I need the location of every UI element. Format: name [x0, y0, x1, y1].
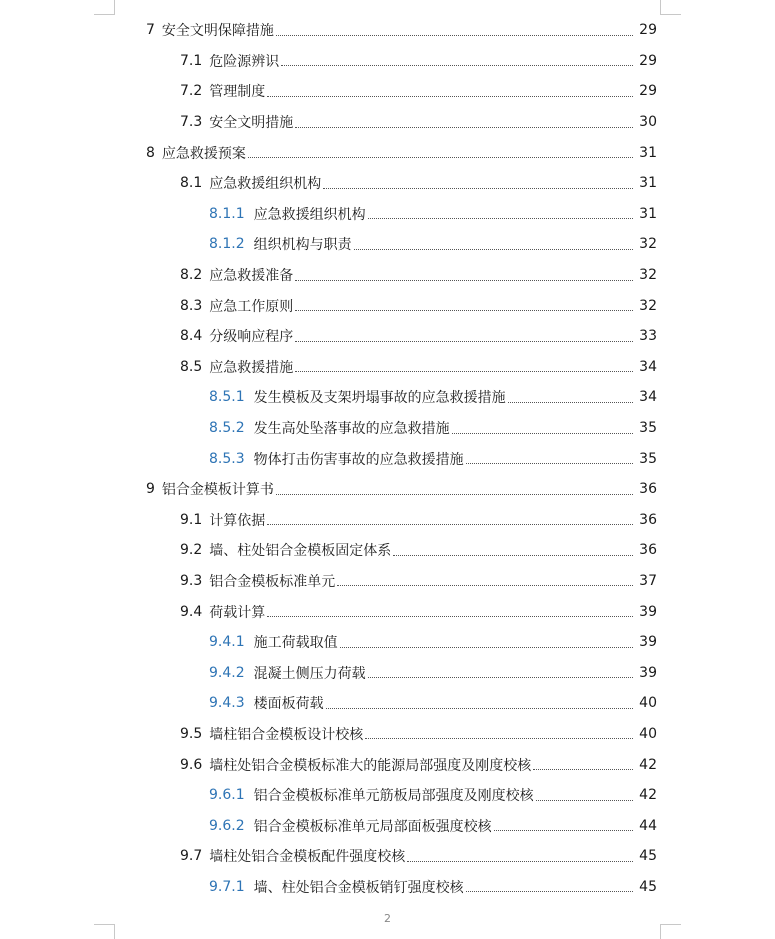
- toc-dot-leader: [248, 157, 633, 158]
- toc-dot-leader: [281, 65, 633, 66]
- toc-entry-page: 42: [639, 787, 657, 804]
- toc-dot-leader: [536, 800, 633, 801]
- toc-entry-number: 7.1: [180, 52, 203, 69]
- toc-dot-leader: [295, 280, 633, 281]
- toc-dot-leader: [295, 371, 633, 372]
- toc-entry-number: 7.2: [180, 83, 203, 100]
- toc-entry-number: 9.5: [180, 725, 203, 742]
- toc-dot-leader: [466, 891, 633, 892]
- toc-entry[interactable]: [0, 657, 775, 688]
- toc-entry-page: 29: [639, 83, 657, 100]
- toc-entry[interactable]: [0, 321, 775, 352]
- toc-entry[interactable]: [0, 229, 775, 260]
- toc-entry-title: 应急救援预案: [161, 145, 246, 162]
- toc-entry[interactable]: [0, 535, 775, 566]
- toc-entry-page: 35: [639, 420, 657, 437]
- toc-entry[interactable]: [0, 505, 775, 536]
- toc-entry-title: 管理制度: [209, 84, 266, 101]
- toc-entry-page: 37: [639, 572, 657, 589]
- toc-entry-page: 33: [639, 328, 657, 345]
- toc-entry[interactable]: [0, 474, 775, 505]
- toc-entry-title: 应急救援措施: [209, 359, 294, 376]
- toc-entry-number: 8.5.2: [209, 420, 245, 437]
- toc-entry-number: 9.3: [180, 572, 203, 589]
- toc-entry[interactable]: [0, 413, 775, 444]
- toc-entry-page: 29: [639, 52, 657, 69]
- toc-entry-page: 45: [639, 878, 657, 895]
- toc-entry[interactable]: [0, 566, 775, 597]
- crop-mark-top-left: [94, 0, 115, 15]
- toc-entry[interactable]: [0, 443, 775, 474]
- toc-entry-page: 31: [639, 205, 657, 222]
- toc-entry[interactable]: [0, 719, 775, 750]
- toc-entry-number: 9.7.1: [209, 878, 245, 895]
- toc-entry-title: 施工荷载取值: [253, 635, 338, 652]
- toc-dot-leader: [508, 402, 633, 403]
- toc-entry-page: 32: [639, 267, 657, 284]
- toc-entry-number: 9.6.1: [209, 787, 245, 804]
- toc-entry-number: 9.6.2: [209, 817, 245, 834]
- toc-entry-title: 发生模板及支架坍塌事故的应急救援措施: [253, 390, 506, 407]
- toc-entry-title: 计算依据: [209, 512, 266, 529]
- toc-entry-page: 40: [639, 725, 657, 742]
- toc-entry-title: 墙、柱处铝合金模板销钉强度校核: [253, 879, 464, 896]
- toc-entry[interactable]: [0, 749, 775, 780]
- toc-entry-title: 应急救援组织机构: [253, 206, 366, 223]
- page-number: 2: [384, 912, 391, 925]
- toc-dot-leader: [337, 585, 633, 586]
- toc-entry-page: 45: [639, 848, 657, 865]
- toc-entry[interactable]: [0, 596, 775, 627]
- toc-entry[interactable]: [0, 872, 775, 903]
- toc-entry-number: 8.5.3: [209, 450, 245, 467]
- toc-entry-number: 9.6: [180, 756, 203, 773]
- toc-entry-number: 8.1.1: [209, 205, 245, 222]
- toc-entry-number: 8.5.1: [209, 389, 245, 406]
- toc-entry[interactable]: [0, 688, 775, 719]
- toc-entry-number: 9: [146, 481, 155, 498]
- toc-dot-leader: [295, 341, 633, 342]
- toc-entry-page: 36: [639, 481, 657, 498]
- toc-dot-leader: [407, 861, 633, 862]
- toc-dot-leader: [393, 555, 633, 556]
- toc-entry-title: 应急工作原则: [209, 298, 294, 315]
- toc-entry-page: 34: [639, 389, 657, 406]
- toc-dot-leader: [267, 524, 633, 525]
- toc-entry-number: 9.2: [180, 542, 203, 559]
- toc-entry-title: 荷载计算: [209, 604, 266, 621]
- toc-entry-number: 9.4.3: [209, 695, 245, 712]
- toc-entry-number: 8.2: [180, 267, 203, 284]
- toc-entry[interactable]: [0, 199, 775, 230]
- crop-mark-bottom-left: [94, 924, 115, 939]
- toc-entry-number: 9.4.2: [209, 664, 245, 681]
- toc-entry[interactable]: [0, 780, 775, 811]
- toc-entry-page: 31: [639, 175, 657, 192]
- toc-entry-title: 楼面板荷载: [253, 696, 324, 713]
- toc-entry-title: 安全文明措施: [209, 115, 294, 132]
- toc-entry[interactable]: [0, 46, 775, 77]
- toc-entry-page: 39: [639, 664, 657, 681]
- toc-entry[interactable]: [0, 352, 775, 383]
- toc-dot-leader: [340, 647, 633, 648]
- toc-entry-number: 7.3: [180, 114, 203, 131]
- toc-dot-leader: [368, 677, 633, 678]
- toc-entry-page: 39: [639, 634, 657, 651]
- toc-entry-number: 8.1: [180, 175, 203, 192]
- toc-dot-leader: [368, 218, 633, 219]
- toc-entry-title: 铝合金模板标准单元筋板局部强度及刚度校核: [253, 788, 534, 805]
- toc-entry-number: 8.4: [180, 328, 203, 345]
- toc-entry-title: 混凝土侧压力荷载: [253, 665, 366, 682]
- toc-entry[interactable]: [0, 76, 775, 107]
- toc-entry-page: 35: [639, 450, 657, 467]
- toc-entry-number: 9.4.1: [209, 634, 245, 651]
- toc-dot-leader: [267, 616, 633, 617]
- toc-dot-leader: [452, 433, 633, 434]
- toc-dot-leader: [276, 35, 633, 36]
- toc-entry-title: 分级响应程序: [209, 329, 294, 346]
- toc-entry-title: 发生高处坠落事故的应急救措施: [253, 421, 450, 438]
- toc-entry-title: 安全文明保障措施: [161, 23, 274, 40]
- toc-dot-leader: [494, 830, 633, 831]
- toc-entry[interactable]: [0, 107, 775, 138]
- toc-entry-number: 9.4: [180, 603, 203, 620]
- toc-entry-page: 36: [639, 542, 657, 559]
- toc-entry-page: 39: [639, 603, 657, 620]
- toc-entry[interactable]: [0, 627, 775, 658]
- toc-entry-page: 30: [639, 114, 657, 131]
- toc-dot-leader: [533, 769, 633, 770]
- toc-entry-page: 34: [639, 358, 657, 375]
- toc-entry-page: 29: [639, 22, 657, 39]
- toc-entry[interactable]: [0, 15, 775, 46]
- toc-entry[interactable]: [0, 168, 775, 199]
- toc-entry-title: 墙柱处铝合金模板标准大的能源局部强度及刚度校核: [209, 757, 532, 774]
- toc-entry-page: 36: [639, 511, 657, 528]
- crop-mark-bottom-right: [660, 924, 681, 939]
- toc-dot-leader: [276, 494, 633, 495]
- toc-entry-number: 7: [146, 22, 155, 39]
- toc-dot-leader: [354, 249, 633, 250]
- toc-entry[interactable]: [0, 260, 775, 291]
- toc-entry-title: 墙、柱处铝合金模板固定体系: [209, 543, 392, 560]
- toc-entry-title: 组织机构与职责: [253, 237, 352, 254]
- toc-dot-leader: [267, 96, 633, 97]
- toc-entry[interactable]: [0, 810, 775, 841]
- toc-entry[interactable]: [0, 382, 775, 413]
- toc-entry-title: 墙柱处铝合金模板配件强度校核: [209, 849, 406, 866]
- toc-dot-leader: [295, 127, 633, 128]
- crop-mark-top-right: [660, 0, 681, 15]
- toc-entry-page: 31: [639, 144, 657, 161]
- toc-dot-leader: [323, 188, 633, 189]
- table-of-contents: [0, 15, 775, 902]
- toc-entry-number: 8: [146, 144, 155, 161]
- toc-entry-title: 物体打击伤害事故的应急救援措施: [253, 451, 464, 468]
- toc-entry-title: 应急救援准备: [209, 268, 294, 285]
- toc-entry-number: 9.7: [180, 848, 203, 865]
- toc-entry-number: 9.1: [180, 511, 203, 528]
- toc-entry-title: 铝合金模板计算书: [161, 482, 274, 499]
- toc-entry-page: 32: [639, 236, 657, 253]
- toc-entry-title: 铝合金模板标准单元: [209, 573, 336, 590]
- toc-dot-leader: [466, 463, 633, 464]
- toc-entry-page: 32: [639, 297, 657, 314]
- toc-entry-title: 危险源辨识: [209, 53, 280, 70]
- toc-entry-page: 44: [639, 817, 657, 834]
- toc-entry-page: 40: [639, 695, 657, 712]
- toc-dot-leader: [295, 310, 633, 311]
- toc-dot-leader: [326, 708, 633, 709]
- toc-entry[interactable]: [0, 290, 775, 321]
- toc-entry-title: 墙柱铝合金模板设计校核: [209, 726, 364, 743]
- toc-entry[interactable]: [0, 137, 775, 168]
- toc-dot-leader: [365, 738, 633, 739]
- toc-entry-number: 8.1.2: [209, 236, 245, 253]
- toc-entry-number: 8.3: [180, 297, 203, 314]
- toc-entry-title: 应急救援组织机构: [209, 176, 322, 193]
- toc-entry-number: 8.5: [180, 358, 203, 375]
- toc-entry[interactable]: [0, 841, 775, 872]
- toc-entry-title: 铝合金模板标准单元局部面板强度校核: [253, 818, 492, 835]
- toc-entry-page: 42: [639, 756, 657, 773]
